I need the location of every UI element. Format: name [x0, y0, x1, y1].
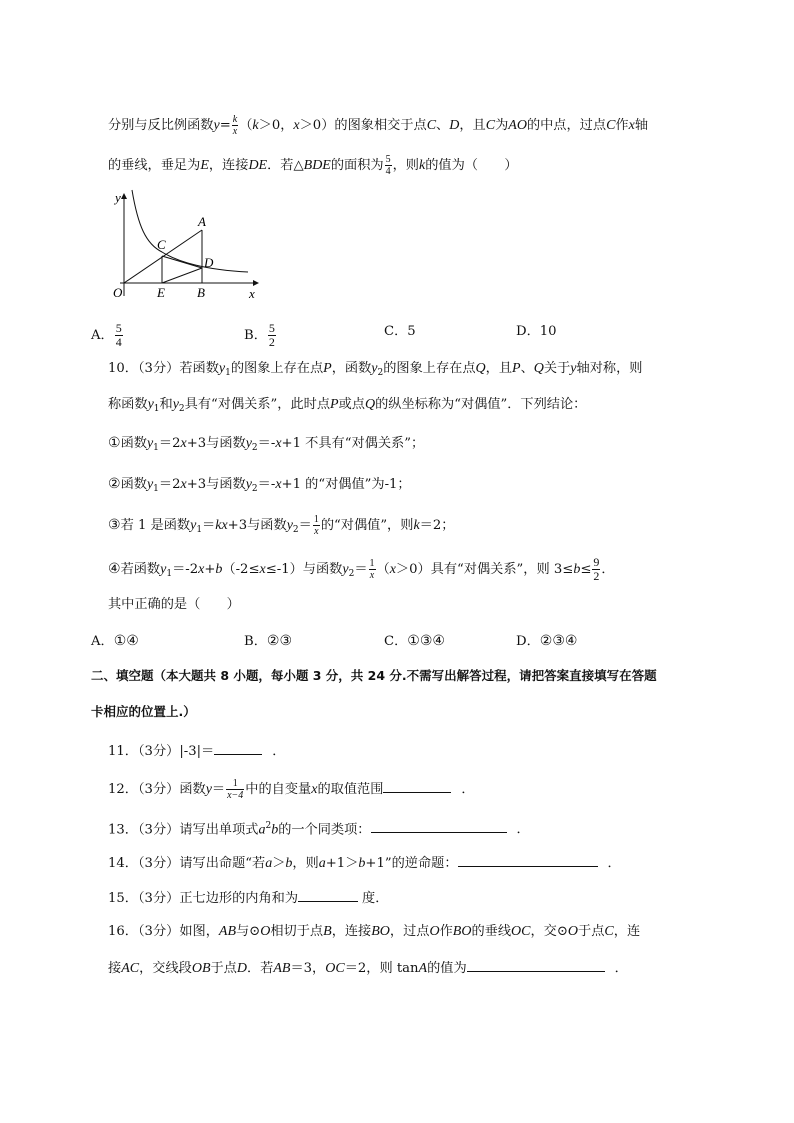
q10-option-c[interactable]: C．①③④	[384, 633, 445, 649]
q9-option-a[interactable]: A． $\frac{5}{4}$	[91, 321, 122, 349]
k-over-x-fraction: $\frac{k}{x}$	[232, 114, 238, 137]
q10-statement-3: ③若 1 是函数$y_1=kx+3$与函数$y_2=$ $\frac{1}{x}$ 的“对偶值”，则k＝2；	[108, 514, 455, 537]
q16-line2: 接AC，交线段OB于点D．若AB＝3，OC＝2，则 tanA的值为 ．	[108, 957, 628, 979]
section-2-heading-line2: 卡相应的位置上.）	[91, 704, 196, 719]
q10-line2: 称函数$y_1$和$y_2$具有“对偶关系”，此时点P或点Q的纵坐标称为“对偶值”．下列结论：	[108, 397, 587, 414]
q10-statement-4: ④若函数$y_1=-2x+b(-2\le x\le-1)$与函数$y_2=$ $\frac{1}{x}$ （x＞0）具有“对偶关系”，则 3≤b≤ $\frac{9}{2}$ ．	[108, 555, 615, 583]
q13-answer-blank[interactable]	[371, 818, 507, 833]
label-x: x	[249, 286, 255, 301]
label-D: D	[204, 255, 214, 270]
q10-line1: 10．（3分）若函数$y_1$的图象上存在点P，函数$y_2$的图象上存在点Q，且P、Q关于y轴对称，则	[108, 361, 643, 378]
area-fraction: $\frac{5}{4}$	[385, 154, 391, 177]
q10-statement-2: ②函数$y_1=2x+3$与函数$y_2=-x+1$ 的“对偶值”为-1；	[108, 476, 411, 494]
q9-option-b[interactable]: B． $\frac{5}{2}$	[244, 321, 275, 349]
q10-option-d[interactable]: D．②③④	[516, 633, 578, 649]
q14: 14．（3分）请写出命题“若a＞b，则a+1＞b+1”的逆命题： ．	[108, 852, 621, 874]
segment-DE	[162, 268, 202, 283]
q9-line2: 的垂线，垂足为E，连接DE．若△BDE的面积为 $\frac{5}{4}$ ，则k的值为（ ）	[108, 154, 518, 177]
q10-ask: 其中正确的是（ ）	[108, 597, 240, 612]
q12-answer-blank[interactable]	[383, 778, 451, 793]
q10-statement-1: ①函数$y_1=2x+3$与函数$y_2=-x+1$ 不具有“对偶关系”；	[108, 435, 425, 453]
label-y: y	[115, 190, 121, 205]
q9-option-c[interactable]: C．5	[384, 324, 416, 339]
q12: 12．（3分）函数y＝ $\frac{1}{x-4}$ 中的自变量x的取值范围 ．	[108, 778, 475, 801]
q11-answer-blank[interactable]	[214, 740, 262, 755]
label-O: O	[113, 285, 123, 300]
label-B: B	[197, 285, 205, 300]
q10-option-a[interactable]: A．①④	[91, 633, 139, 649]
label-A: A	[198, 214, 206, 229]
q14-answer-blank[interactable]	[458, 852, 598, 867]
segment-CD	[162, 256, 202, 268]
q16-answer-blank[interactable]	[467, 957, 605, 972]
q15-answer-blank[interactable]	[298, 887, 358, 902]
q9-line1: 分别与反比例函数y= $\frac{k}{x}$ （k＞0，x＞0）的图象相交于点C、D，且C为AO的中点，过点C作x轴	[108, 114, 648, 137]
q10-option-b[interactable]: B．②③	[244, 633, 292, 649]
q15: 15．（3分）正七边形的内角和为 度．	[108, 887, 388, 909]
hyperbola-curve	[132, 190, 248, 272]
q13: 13．（3分）请写出单项式$a^2b$的一个同类项： ．	[108, 816, 530, 840]
q16-line1: 16．（3分）如图，AB与⊙O相切于点B，连接BO，过点O作BO的垂线OC，交⊙O于点C，连	[108, 924, 641, 939]
q11: 11．（3分）|-3|＝ ．	[108, 740, 285, 762]
label-E: E	[157, 285, 165, 300]
section-2-heading-line1: 二、填空题（本大题共 8 小题，每小题 3 分，共 24 分.不需写出解答过程，请把答案直接填写在答题	[91, 668, 657, 683]
q9-option-d[interactable]: D．10	[516, 324, 557, 339]
label-C: C	[157, 237, 166, 252]
q9-graph	[106, 186, 266, 306]
